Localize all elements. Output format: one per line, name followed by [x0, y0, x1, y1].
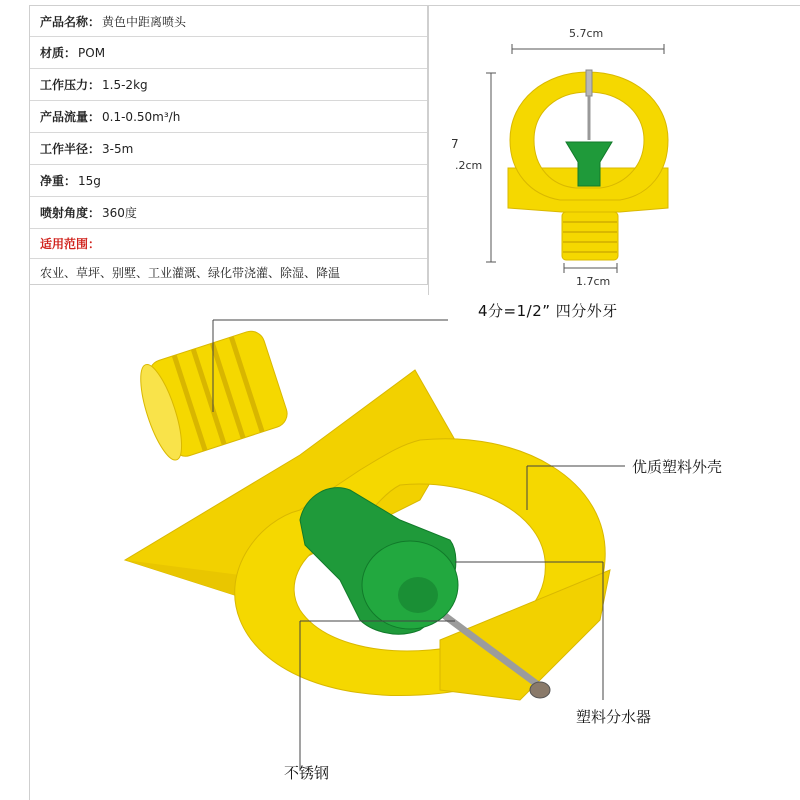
- small-sprinkler-front-view: [508, 70, 668, 260]
- spec-key: 工作压力：: [40, 78, 101, 92]
- spec-value: 0.1-0.50m³/h: [102, 109, 181, 124]
- spec-key: 净重：: [40, 174, 77, 188]
- spec-key: 喷射角度：: [40, 206, 101, 220]
- spec-value: POM: [78, 45, 106, 60]
- spec-key: 产品流量：: [40, 110, 101, 124]
- spec-value: 1.5-2kg: [102, 77, 148, 92]
- spec-key: 产品名称：: [40, 14, 101, 29]
- callout-steel: 不锈钢: [284, 764, 330, 782]
- usage-text: 农业、草坪、别墅、工业灌溉、绿化带浇灌、除湿、降温: [40, 265, 341, 280]
- spec-value: 3-5m: [102, 141, 134, 156]
- large-sprinkler-view: [125, 328, 610, 700]
- spec-value: 15g: [78, 173, 101, 188]
- spec-key: 工作半径：: [40, 142, 101, 156]
- callout-shell: 优质塑料外壳: [632, 458, 723, 476]
- height-dimension-number: 7: [451, 137, 459, 151]
- spec-key: 材质：: [40, 46, 77, 60]
- thread-dimension-label: 1.7cm: [576, 275, 611, 288]
- height-dimension-unit: .2cm: [455, 159, 483, 172]
- thread-note: 4分=1/2” 四分外牙: [478, 302, 618, 320]
- spec-key: 适用范围：: [40, 237, 101, 251]
- spec-value: 黄色中距离喷头: [102, 14, 187, 29]
- width-dimension-label: 5.7cm: [569, 27, 604, 40]
- callout-splitter: 塑料分水器: [576, 708, 652, 726]
- spec-value: 360度: [102, 206, 137, 220]
